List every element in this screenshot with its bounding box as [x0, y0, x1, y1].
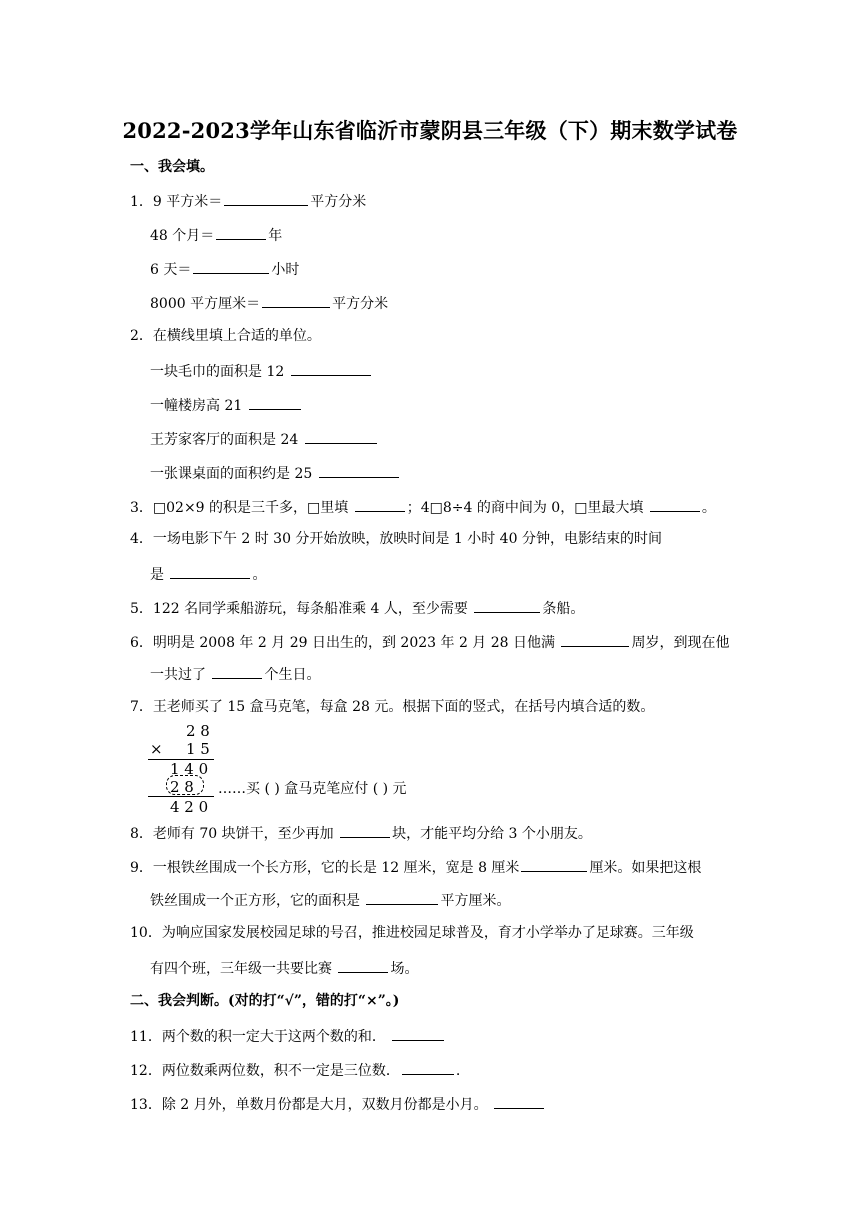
calc-row-multiplier: 1 5 — [186, 740, 210, 758]
question-10-line2 — [150, 958, 418, 978]
q1d-suffix: 平方分米 — [332, 296, 389, 312]
answer-blank[interactable] — [650, 497, 700, 512]
q6-suffix: 周岁，到现在他 — [631, 635, 730, 651]
question-1d — [150, 293, 388, 313]
q1a-suffix: 平方分米 — [310, 194, 367, 210]
question-12 — [130, 1060, 460, 1080]
q9-line2-suffix: 平方厘米。 — [440, 893, 511, 909]
answer-blank[interactable] — [212, 664, 262, 679]
question-7-stem: 7．王老师买了 15 盒马克笔，每盒 28 元。根据下面的竖式，在括号内填合适的数。 — [130, 699, 655, 715]
question-1c — [150, 259, 299, 279]
question-2d — [150, 463, 401, 483]
question-5 — [130, 598, 584, 618]
question-13 — [130, 1094, 546, 1114]
answer-blank[interactable] — [193, 259, 269, 274]
q10-prefix: 有四个班，三年级一共要比赛 — [150, 961, 332, 977]
q4-suffix: 。 — [252, 567, 267, 583]
answer-blank[interactable] — [224, 191, 308, 206]
question-2-stem: 2．在横线里填上合适的单位。 — [130, 328, 321, 344]
q9-prefix: 9．一根铁丝围成一个长方形，它的长是 12 厘米，宽是 8 厘米 — [130, 860, 520, 876]
calc-row-partial-1: 1 4 0 — [170, 760, 209, 778]
q2a-text: 一块毛巾的面积是 12 — [150, 364, 285, 380]
question-8 — [130, 823, 592, 843]
q6-line2-suffix: 个生日。 — [264, 667, 321, 683]
q2c-text: 王芳家客厅的面积是 24 — [150, 432, 299, 448]
answer-blank[interactable] — [262, 293, 330, 308]
q6-prefix: 6．明明是 2008 年 2 月 29 日出生的，到 2023 年 2 月 28 日他满 — [130, 635, 556, 651]
question-2b — [150, 395, 303, 415]
q2b-text: 一幢楼房高 21 — [150, 398, 243, 414]
question-4-line1: 4．一场电影下午 2 时 30 分开始放映，放映时间是 1 小时 40 分钟，电影结束的时间 — [130, 531, 662, 547]
q3-suffix: 。 — [701, 500, 716, 516]
question-6-line1 — [130, 632, 729, 652]
section-1-heading: 一、我会填。 — [130, 159, 214, 175]
vertical-multiplication — [148, 722, 218, 817]
question-9-line2 — [150, 890, 510, 910]
answer-blank[interactable] — [402, 1060, 454, 1075]
q2d-text: 一张课桌面的面积约是 25 — [150, 466, 313, 482]
calc-row-product: 4 2 0 — [170, 798, 209, 816]
question-2a — [150, 361, 373, 381]
q3-middle: ；4□8÷4 的商中间为 0，□里最大填 — [406, 500, 644, 516]
section-2-heading: 二、我会判断。(对的打“√”，错的打“×”。) — [130, 993, 400, 1009]
calc-rule-2 — [148, 796, 214, 797]
question-9-line1 — [130, 857, 701, 877]
q1c-suffix: 小时 — [271, 262, 300, 278]
q9-suffix: 厘米。如果把这根 — [589, 860, 702, 876]
question-6-line2 — [150, 664, 320, 684]
q10-suffix: 场。 — [390, 961, 419, 977]
q1b-suffix: 年 — [268, 228, 283, 244]
question-2c — [150, 429, 379, 449]
question-11 — [130, 1026, 446, 1046]
q11-text: 11．两个数的积一定大于这两个数的和． — [130, 1029, 386, 1045]
q5-suffix: 条船。 — [542, 601, 585, 617]
answer-blank[interactable] — [319, 463, 399, 478]
q9-line2-prefix: 铁丝围成一个正方形，它的面积是 — [150, 893, 360, 909]
q4-prefix: 是 — [150, 567, 164, 583]
calc-times-sign: × — [150, 740, 163, 758]
answer-blank[interactable] — [521, 857, 587, 872]
q12-text: 12．两位数乘两位数，积不一定是三位数． — [130, 1063, 400, 1079]
answer-blank[interactable] — [216, 225, 266, 240]
answer-blank[interactable] — [392, 1026, 444, 1041]
calc-annotation: ……买 ( ) 盒马克笔应付 ( ) 元 — [218, 781, 407, 797]
question-1a — [130, 191, 366, 211]
answer-blank[interactable] — [305, 429, 377, 444]
q8-prefix: 8．老师有 70 块饼干，至少再加 — [130, 826, 334, 842]
q6-line2-prefix: 一共过了 — [150, 667, 206, 683]
dashed-circle-highlight — [166, 775, 204, 795]
q5-prefix: 5．122 名同学乘船游玩，每条船准乘 4 人，至少需要 — [130, 601, 468, 617]
q3-prefix: 3．□02×9 的积是三千多，□里填 — [130, 500, 349, 516]
answer-blank[interactable] — [338, 958, 388, 973]
answer-blank[interactable] — [340, 823, 390, 838]
q1b-prefix: 48 个月＝ — [150, 228, 215, 244]
answer-blank[interactable] — [249, 395, 301, 410]
answer-blank[interactable] — [494, 1094, 544, 1109]
question-1b — [150, 225, 282, 245]
q8-suffix: 块，才能平均分给 3 个小朋友。 — [392, 826, 592, 842]
answer-blank[interactable] — [170, 564, 250, 579]
answer-blank[interactable] — [561, 632, 629, 647]
q1a-prefix: 1．9 平方米＝ — [130, 194, 223, 210]
q12-suffix: . — [455, 1063, 461, 1079]
calc-row-partial-2: 2 8 — [170, 778, 194, 796]
answer-blank[interactable] — [291, 361, 371, 376]
question-10-line1: 10．为响应国家发展校园足球的号召，推进校园足球普及，育才小学举办了足球赛。三年级 — [130, 925, 694, 941]
exam-title: 2022-2023学年山东省临沂市蒙阴县三年级（下）期末数学试卷 — [122, 118, 738, 143]
q1d-prefix: 8000 平方厘米＝ — [150, 296, 261, 312]
q1c-prefix: 6 天＝ — [150, 262, 192, 278]
calc-row-multiplicand: 2 8 — [186, 722, 210, 740]
q13-text: 13．除 2 月外，单数月份都是大月，双数月份都是小月。 — [130, 1097, 488, 1113]
question-3 — [130, 497, 716, 517]
question-4-line2 — [150, 564, 266, 584]
answer-blank[interactable] — [474, 598, 540, 613]
answer-blank[interactable] — [355, 497, 405, 512]
answer-blank[interactable] — [366, 890, 438, 905]
